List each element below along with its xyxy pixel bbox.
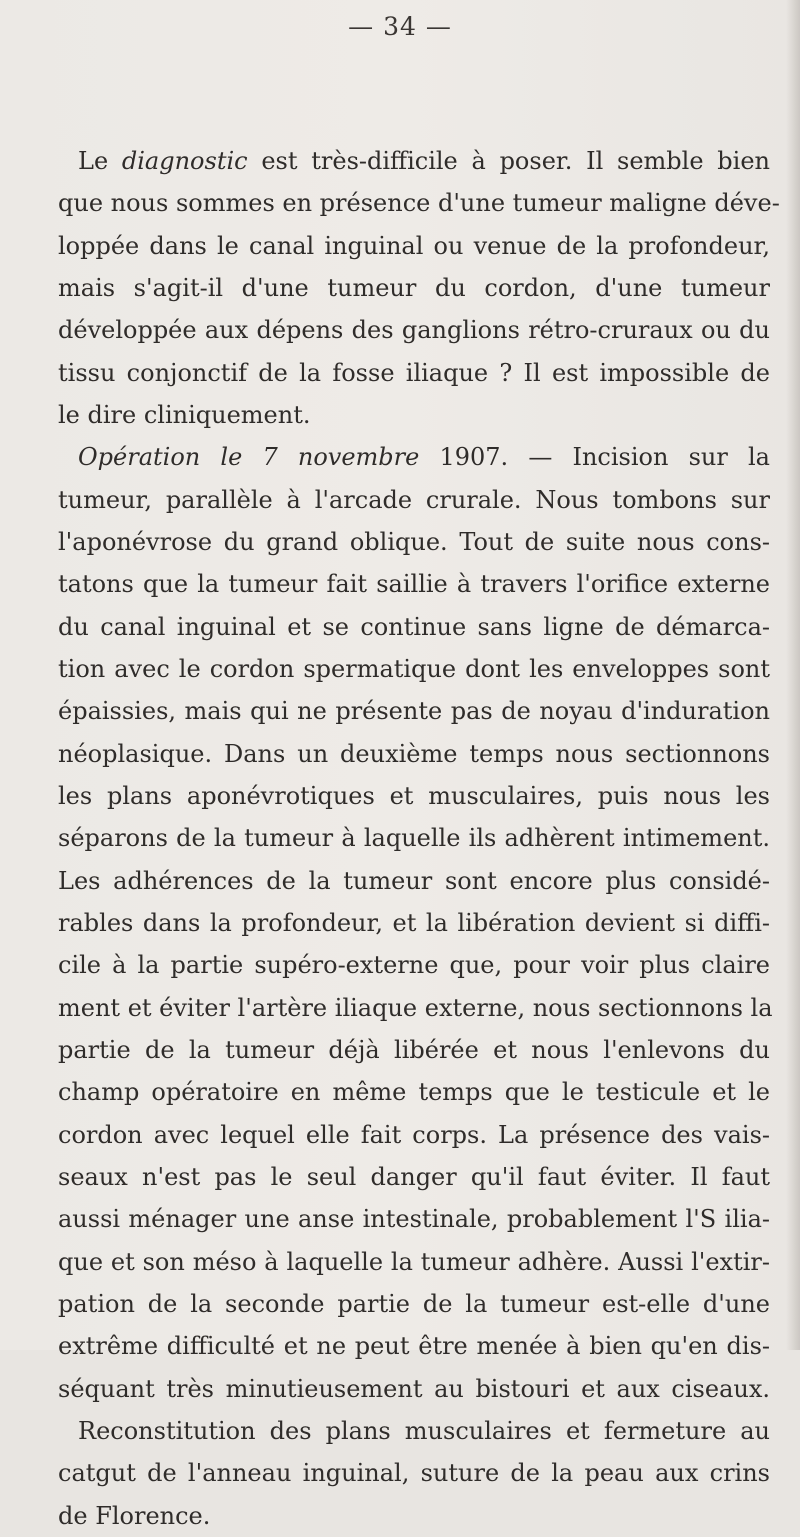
text-line: pation de la seconde partie de la tumeur est-elle d'une [58,1289,770,1318]
text-line: cordon avec lequel elle fait corps. La présence des vais- [58,1120,770,1149]
text-line: épaissies, mais qui ne présente pas de noyau d'induration [58,697,770,726]
paragraph-diagnostic [58,140,780,436]
text-line: Reconstitution des plans musculaires et fermeture au [78,1416,770,1445]
text-line: séquant très minutieusement au bistouri et aux ciseaux. [58,1374,770,1403]
italic-heading: Opération le 7 novembre [78,443,420,472]
text-line: néoplasique. Dans un deuxième temps nous sectionnons [58,739,770,768]
text-line: du canal inguinal et se continue sans ligne de démarca- [58,612,770,641]
text-line: loppée dans le canal inguinal ou venue de la profondeur, [58,231,770,260]
text-line: que et son méso à laquelle la tumeur adhère. Aussi l'extir- [58,1247,770,1276]
text-line: de Florence. [58,1501,211,1530]
body-text [58,140,780,1537]
text-line: les plans aponévrotiques et musculaires, puis nous les [58,781,770,810]
italic-term: diagnostic [121,147,248,175]
text-line: séparons de la tumeur à laquelle ils adhèrent intimement. [58,824,770,853]
text-line: Le diagnostic est très-difficile à poser. Il semble bien [78,147,770,175]
paragraph-reconstitution [58,1410,770,1537]
text-line: seaux n'est pas le seul danger qu'il faut éviter. Il faut [58,1162,770,1191]
text-line: champ opératoire en même temps que le testicule et le [58,1078,770,1107]
text-line: extrême difficulté et ne peut être menée à bien qu'en dis- [58,1332,770,1361]
text-line: tatons que la tumeur fait saillie à travers l'orifice externe [58,570,770,599]
text-line: que nous sommes en présence d'une tumeur maligne déve- [58,189,780,218]
text-line: catgut de l'anneau inguinal, suture de la peau aux crins [58,1459,770,1488]
text-line: tumeur, parallèle à l'arcade crurale. Nous tombons sur [58,485,770,514]
text-line: aussi ménager une anse intestinale, probablement l'S ilia- [58,1205,770,1234]
page-number: — 34 — [348,12,452,41]
text-line: ment et éviter l'artère iliaque externe, nous sectionnons la [58,993,773,1022]
text-line: partie de la tumeur déjà libérée et nous l'enlevons du [58,1035,770,1064]
paragraph-operation [58,436,773,1410]
text-line: Opération le 7 novembre 1907. — Incision sur la [78,443,770,472]
text-line: mais s'agit-il d'une tumeur du cordon, d'une tumeur [58,273,770,302]
page-edge-shadow [786,0,800,1350]
text-line: Les adhérences de la tumeur sont encore plus considé- [58,866,770,895]
text-line: tion avec le cordon spermatique dont les enveloppes sont [58,654,770,683]
text-line: tissu conjonctif de la fosse iliaque ? Il est impossible de [58,358,770,387]
text-line: rables dans la profondeur, et la libération devient si diffi- [58,908,770,937]
text-line: développée aux dépens des ganglions rétro-cruraux ou du [58,316,770,345]
text-line: cile à la partie supéro-externe que, pour voir plus claire [58,951,770,980]
text-line: le dire cliniquement. [58,400,311,429]
text-line: l'aponévrose du grand oblique. Tout de suite nous cons- [58,527,770,556]
